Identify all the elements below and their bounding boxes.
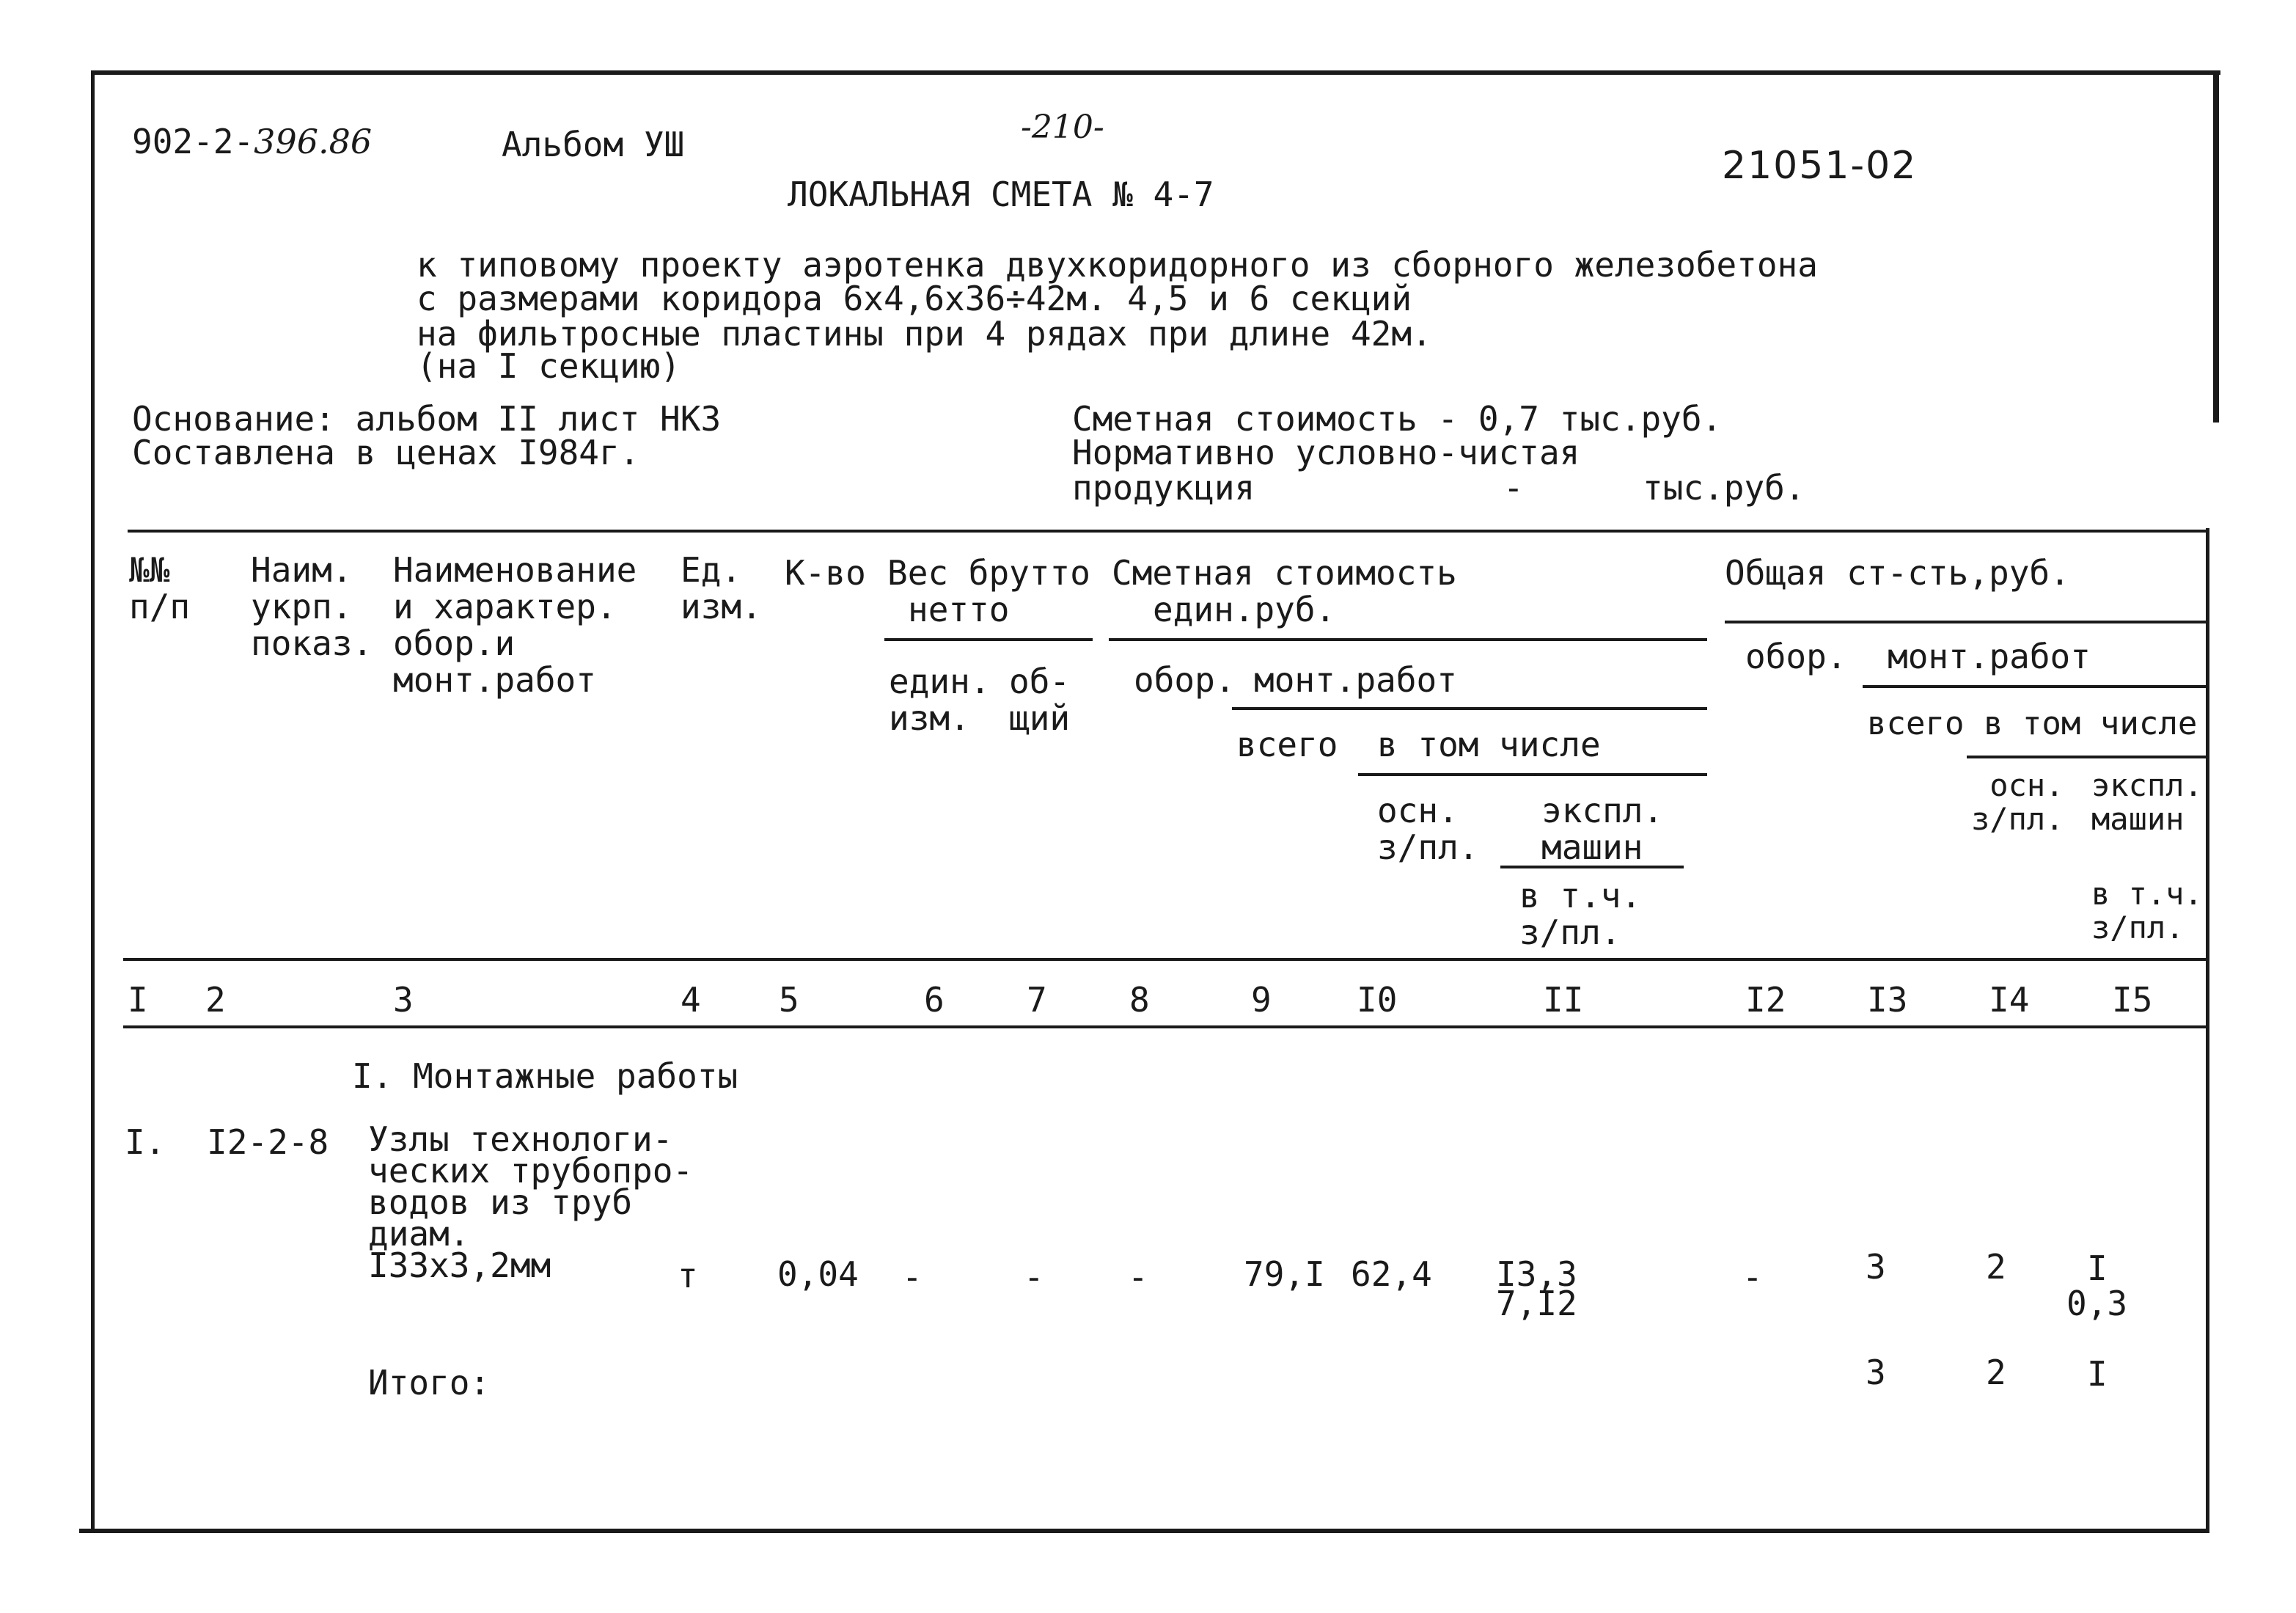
code-handwritten: 396.86 [254,122,373,161]
row-col14: 2 [1986,1247,2006,1287]
header-col3-line3: обор.и [393,623,516,663]
row-qty: 0,04 [777,1254,859,1294]
total-col13: 3 [1866,1353,1886,1392]
header-col3-line2: и характер. [393,587,617,626]
header-col1-line1: №№ [129,550,170,590]
total-mont-underline [1863,685,2206,688]
header-col2 [251,552,373,662]
colnum-8: 8 [1129,980,1150,1020]
row-col15: I [2087,1248,2108,1288]
header-vtom: в том числе [1377,725,1601,764]
description-line-1: к типовому проекту аэротенка двухкоридорного из сборного железобетона [417,245,1818,285]
colnum-5: 5 [779,980,799,1020]
header-col4-line1: Ед. [681,550,742,590]
header-weight-line1: Вес брутто [887,553,1090,593]
row-name [368,1119,694,1285]
row-name-line3: водов из труб [368,1182,633,1222]
header-total-vtch-line1: в т.ч. [2091,876,2203,912]
colnum-11: II [1543,980,1584,1020]
row-col7: - [1024,1257,1044,1297]
description-line-3: на фильтросные пластины при 4 рядах при длине 42м. [417,314,1432,354]
row-number: I. [125,1122,166,1162]
column-number-bottom-rule [123,1025,2206,1028]
header-total-cost: Общая ст-сть,руб. [1725,553,2070,593]
header-vsego: всего [1236,725,1338,764]
code-prefix: 902-2- [132,122,254,161]
header-ekspl-line1: экспл. [1541,791,1664,830]
total-vtom-underline [1967,756,2206,758]
description-line-4: (на I секцию) [417,346,681,386]
frame-right [2213,70,2219,423]
normative-line-2-label: продукция [1072,468,1255,508]
header-col4 [681,552,762,625]
total-cost-underline [1725,621,2206,623]
header-osn [1377,792,1478,866]
row-col9: 79,I [1244,1254,1325,1294]
vtom-underline [1358,773,1707,776]
header-total-vtch-line2: з/пл. [2091,910,2185,946]
row-name-line2: ческих трубопро- [368,1151,694,1190]
colnum-9: 9 [1251,980,1272,1020]
estimated-cost: Сметная стоимость - 0,7 тыс.руб. [1072,399,1723,439]
header-total-vtch [2091,877,2203,945]
page-number: -210- [1021,109,1104,146]
header-col2-line2: укрп. [251,587,353,626]
row-col13: 3 [1866,1247,1886,1287]
header-weight [887,555,1090,628]
prices-text: Составлена в ценах I984г. [132,433,640,472]
colnum-15: I5 [2112,980,2153,1020]
header-ekspl-line2: машин [1500,829,1684,868]
header-col3-line1: Наименование [393,550,637,590]
header-col3 [393,552,637,698]
frame-left [91,70,95,1529]
colnum-3: 3 [393,980,414,1020]
header-osn-line2: з/пл. [1377,827,1479,867]
weight-underline [884,638,1093,641]
header-mont: монт.работ [1254,660,1457,700]
header-weight-total [1009,663,1070,736]
colnum-2: 2 [205,980,226,1020]
row-col8: - [1128,1257,1148,1297]
normative-line-1: Нормативно условно-чистая [1072,433,1580,472]
frame-bottom [79,1529,2209,1533]
header-weight-total-line1: об- [1009,662,1071,701]
header-col4-line2: изм. [681,587,762,626]
document-title: ЛОКАЛЬНАЯ СМЕТА № 4-7 [788,175,1214,214]
row-col6: - [902,1257,923,1297]
frame-right-lower [2206,528,2209,1533]
header-total-ekspl [2091,769,2203,836]
colnum-10: I0 [1357,980,1398,1020]
header-total-osn-line2: з/пл. [1971,801,2064,837]
basis-text: Основание: альбом II лист НКЗ [132,399,722,439]
column-number-top-rule [123,958,2206,961]
document-code [132,123,372,160]
row-col12: - [1742,1257,1763,1297]
colnum-12: I2 [1745,980,1786,1020]
normative-unit: тыс.руб. [1643,468,1805,508]
album-label: Альбом УШ [502,125,685,164]
unit-cost-underline [1109,638,1707,641]
header-col1 [129,552,190,625]
colnum-4: 4 [681,980,701,1020]
header-weight-unit-line1: един. [889,662,991,701]
header-total-ekspl-line1: экспл. [2091,767,2203,803]
row-name-line1: Узлы технологи- [368,1119,673,1159]
header-col1-line2: п/п [129,587,191,626]
total-col15: I [2087,1354,2108,1394]
row-unit: т [678,1256,698,1295]
header-total-osn-line1: осн. [1989,767,2064,803]
row-col10: 62,4 [1351,1254,1432,1294]
header-total-osn [1971,769,2064,836]
section-title: I. Монтажные работы [352,1056,738,1096]
header-weight-unit-line2: изм. [889,698,970,738]
header-osn-line1: осн. [1377,791,1459,830]
colnum-7: 7 [1027,980,1047,1020]
table-top-rule [128,530,2206,533]
header-vtch [1519,877,1641,951]
header-unit-cost-line2: един.руб. [1153,590,1336,629]
header-col3-line4: монт.работ [393,660,596,700]
header-weight-unit [889,663,990,736]
header-weight-line2: нетто [908,590,1010,629]
header-col5: К-во [785,553,866,593]
header-col2-line1: Наим. [251,550,353,590]
colnum-14: I4 [1989,980,2030,1020]
row-name-line5: I33х3,2мм [368,1246,551,1285]
mont-underline [1232,707,1707,710]
row-col15-sub: 0,3 [2066,1284,2128,1323]
colnum-13: I3 [1867,980,1908,1020]
stamp-number: 21051-02 [1722,144,1918,188]
total-label: Итого: [368,1363,491,1402]
header-total-ekspl-line2: машин [2091,801,2185,837]
header-ekspl [1500,792,1684,868]
header-weight-total-line2: щий [1009,698,1071,738]
row-code: I2-2-8 [207,1122,329,1162]
header-total-obor: обор. [1745,637,1847,676]
header-unit-cost [1112,555,1457,628]
row-col11-sub: 7,I2 [1496,1284,1577,1323]
row-name-line4: диам. [368,1214,470,1254]
frame-top [94,70,2220,75]
header-col2-line3: показ. [251,623,373,663]
header-vtch-line1: в т.ч. [1519,876,1642,915]
total-col14: 2 [1986,1353,2006,1392]
description-line-2: с размерами коридора 6х4,6х36÷42м. 4,5 и 6 секций [417,279,1412,318]
colnum-6: 6 [924,980,945,1020]
header-total-mont: монт.работ [1888,637,2091,676]
header-vtch-line2: з/пл. [1519,912,1621,952]
row-col11: I3,3 [1496,1254,1577,1294]
header-obor: обор. [1134,660,1236,700]
header-unit-cost-line1: Сметная стоимость [1112,553,1457,593]
colnum-1: I [128,980,148,1020]
header-total-vsego-vtom: всего в том числе [1867,705,2198,742]
normative-dash: - [1503,468,1524,508]
